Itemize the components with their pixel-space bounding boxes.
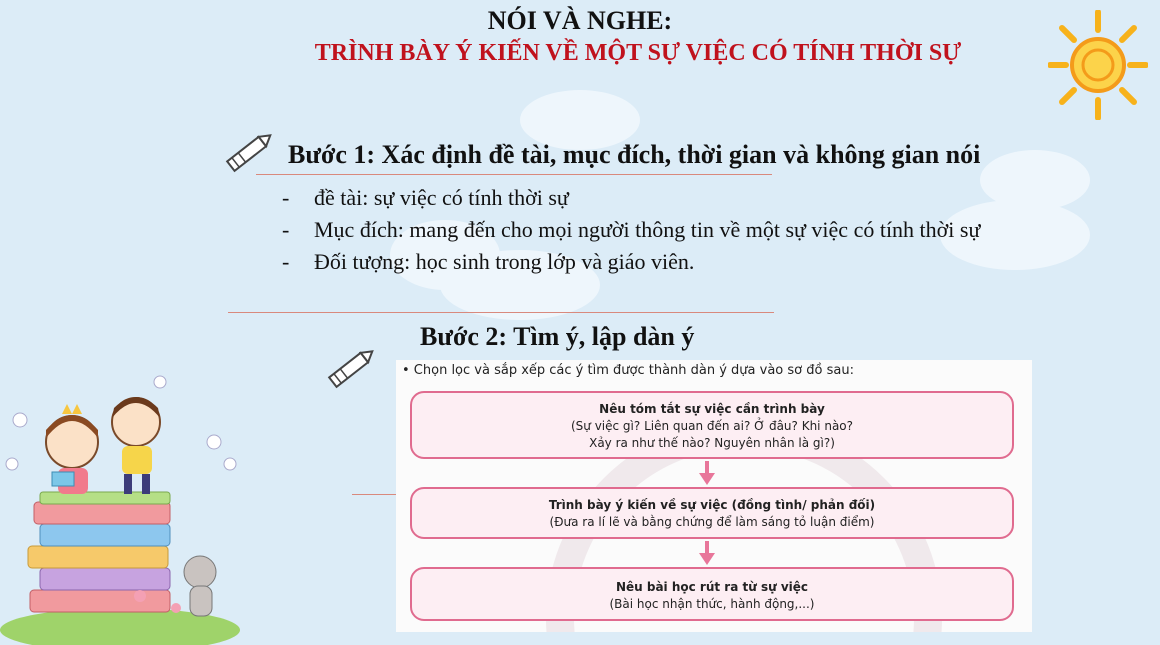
box-text: (Sự việc gì? Liên quan đến ai? Ở đâu? Khi nào? [570,419,854,433]
diagram-box-summary [410,391,1014,459]
divider [256,174,772,175]
list-item-text: Mục đích: mang đến cho mọi người thông tin về một sự việc có tính thời sự [314,217,981,242]
list-item-text: đề tài: sự việc có tính thời sự [314,185,569,210]
divider [228,312,774,313]
page-title: NÓI VÀ NGHE: [487,6,673,35]
list-item [282,182,1082,214]
box-text: Xảy ra như thế nào? Nguyên nhân là gì?) [589,436,835,450]
step1-list [282,182,1082,278]
page-subtitle: TRÌNH BÀY Ý KIẾN VỀ MỘT SỰ VIỆC CÓ TÍNH THỜI SỰ [314,40,962,66]
pencil-icon [220,124,278,180]
step2-heading: Bước 2: Tìm ý, lập dàn ý [420,322,695,351]
bullet-dash: - [282,185,290,210]
list-item-text: Đối tượng: học sinh trong lớp và giáo viên. [314,249,695,274]
outline-diagram [396,360,1032,632]
box-text: (Bài học nhận thức, hành động,...) [609,597,815,611]
pencil-icon [322,340,380,396]
arrow-down-icon [698,541,716,565]
bullet-dash: - [282,217,290,242]
bullet-dash: - [282,249,290,274]
list-item [282,246,1082,278]
box-text: (Đưa ra lí lẽ và bằng chứng để làm sáng tỏ luận điểm) [549,515,875,529]
step1-heading: Bước 1: Xác định đề tài, mục đích, thời gian và không gian nói [288,140,981,169]
kids-reading-illustration [0,360,260,645]
divider [352,494,398,495]
list-item [282,214,1082,246]
diagram-box-opinion [410,487,1014,539]
diagram-intro: • Chọn lọc và sắp xếp các ý tìm được thành dàn ý dựa vào sơ đồ sau: [402,363,854,378]
box-heading: Nêu bài học rút ra từ sự việc [615,580,809,594]
box-heading: Nêu tóm tắt sự việc cần trình bày [599,402,825,416]
box-heading: Trình bày ý kiến về sự việc (đồng tình/ phản đối) [548,498,876,512]
arrow-down-icon [698,461,716,485]
diagram-box-lesson [410,567,1014,621]
